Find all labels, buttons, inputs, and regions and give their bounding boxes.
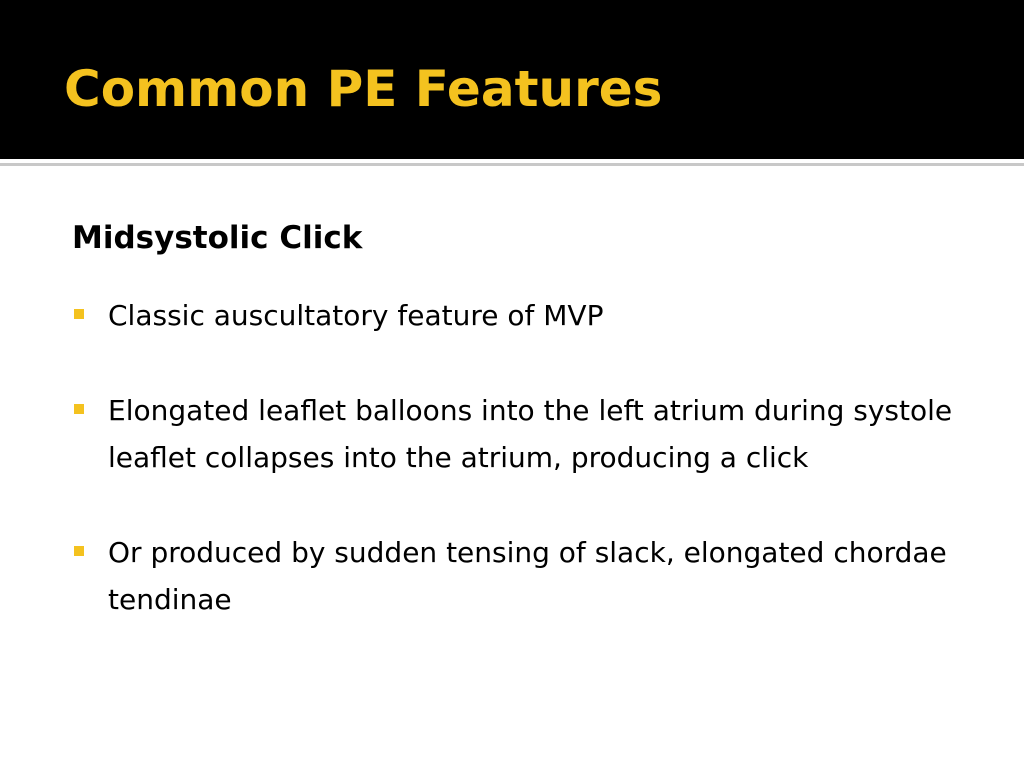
bullet-item xyxy=(72,387,972,481)
square-bullet-icon xyxy=(74,546,84,556)
bullet-text: Elongated leaflet balloons into the left atrium during systole leaflet collapses into the atrium, producing a click xyxy=(108,394,953,474)
title-divider xyxy=(0,163,1024,166)
bullet-list xyxy=(72,292,972,671)
bullet-item xyxy=(72,529,972,623)
title-bar xyxy=(0,0,1024,159)
section-subheading: Midsystolic Click xyxy=(72,220,363,256)
square-bullet-icon xyxy=(74,404,84,414)
square-bullet-icon xyxy=(74,309,84,319)
slide-title: Common PE Features xyxy=(64,60,663,118)
bullet-text: Classic auscultatory feature of MVP xyxy=(108,299,604,332)
bullet-item xyxy=(72,292,972,339)
bullet-text: Or produced by sudden tensing of slack, elongated chordae tendinae xyxy=(108,536,947,616)
